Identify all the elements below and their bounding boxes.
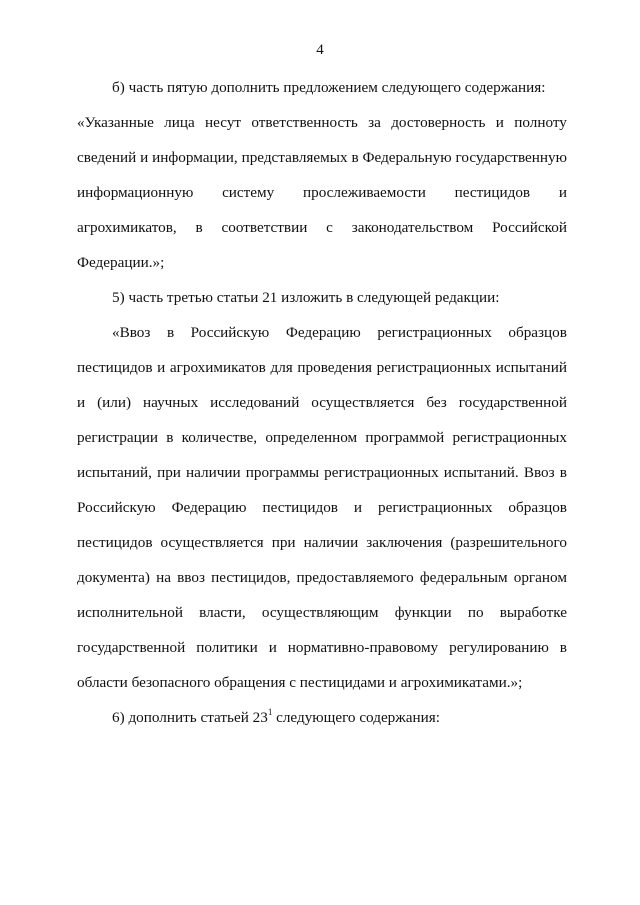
word: и — [558, 184, 567, 201]
text-line — [77, 428, 567, 448]
word: Российской — [492, 219, 567, 236]
word: функции — [394, 604, 452, 621]
page-number: 4 — [316, 42, 324, 58]
word: выработке — [499, 604, 567, 621]
text-line — [112, 323, 567, 343]
word: исследований — [210, 394, 300, 411]
text-line: области безопасного обращения с пестицидами и агрохимикатами.»; — [77, 674, 523, 691]
word: Федерацию — [171, 499, 247, 516]
word: наличии — [303, 534, 359, 551]
text-segment: 6) дополнить статьей 23 — [112, 709, 268, 726]
word: полноту — [514, 114, 567, 131]
word: заключения — [366, 534, 443, 551]
word: ответственность — [251, 114, 358, 131]
word: пестицидов — [454, 184, 531, 201]
word: научных — [142, 394, 199, 411]
word: осуществляющим — [261, 604, 379, 621]
word: (разрешительного — [450, 534, 567, 551]
word: определенном — [265, 429, 358, 446]
word: государственную — [455, 149, 567, 166]
word: Федерацию — [285, 324, 361, 341]
word: за — [368, 114, 381, 131]
word: осуществляется — [311, 394, 415, 411]
text-line — [112, 708, 567, 728]
word: на — [156, 569, 171, 586]
word: осуществляется — [160, 534, 264, 551]
word: испытаний — [495, 359, 567, 376]
text-line: б) часть пятую дополнить предложением следующего содержания: — [112, 79, 546, 96]
superscript: 1 — [267, 707, 273, 717]
word: Российскую — [190, 324, 270, 341]
word: сведений — [77, 149, 137, 166]
word: нормативно-правовому — [287, 639, 439, 656]
word: достоверность — [391, 114, 486, 131]
text-line — [77, 393, 567, 413]
word: несут — [205, 114, 242, 131]
word: регистрационных — [376, 359, 492, 376]
word: регистрационных — [377, 499, 493, 516]
text-segment: следующего содержания: — [272, 709, 440, 726]
word: представляемых — [241, 149, 348, 166]
word: программы — [245, 464, 320, 481]
word: агрохимикатов — [169, 359, 266, 376]
text-line — [77, 148, 567, 168]
text-line — [77, 183, 567, 203]
text-line: Федерации.»; — [77, 254, 165, 271]
text-line — [77, 638, 567, 658]
word: пестицидов, — [211, 569, 291, 586]
word: информационную — [77, 184, 194, 201]
text-line — [77, 358, 567, 378]
word: законодательством — [351, 219, 474, 236]
word: для — [270, 359, 293, 376]
word: испытаний, — [77, 464, 152, 481]
text-line — [77, 463, 567, 483]
text-line — [77, 498, 567, 518]
word: в — [559, 639, 567, 656]
text-line — [77, 113, 567, 133]
word: в — [166, 429, 174, 446]
word: Федеральную — [362, 149, 452, 166]
word: без — [426, 394, 447, 411]
word: количестве, — [181, 429, 258, 446]
word: «Указанные — [77, 114, 154, 131]
text-line — [77, 568, 567, 588]
word: регистрационных — [324, 464, 439, 481]
word: органом — [513, 569, 567, 586]
word: прослеживаемости — [302, 184, 426, 201]
word: и — [268, 639, 277, 656]
word: в — [559, 464, 567, 481]
word: государственной — [458, 394, 567, 411]
word: лица — [164, 114, 195, 131]
word: пестицидов — [77, 534, 153, 551]
word: федеральным — [419, 569, 508, 586]
word: пестицидов — [77, 359, 153, 376]
word: регистрационных — [452, 429, 567, 446]
word: по — [467, 604, 484, 621]
word: при — [271, 534, 296, 551]
word: и — [77, 394, 86, 411]
word: ввоз — [177, 569, 205, 586]
word: в — [351, 149, 359, 166]
word: и — [140, 149, 149, 166]
text-line: 5) часть третью статьи 21 изложить в следующей редакции: — [112, 289, 500, 306]
word: испытаний. — [443, 464, 519, 481]
word: пестицидов — [262, 499, 338, 516]
word: и — [495, 114, 504, 131]
word: «Ввоз — [112, 324, 151, 341]
word: образцов — [508, 499, 567, 516]
word: государственной — [77, 639, 186, 656]
text-line — [77, 603, 567, 623]
word: наличии — [186, 464, 241, 481]
text-line — [77, 533, 567, 553]
word: систему — [222, 184, 275, 201]
word: регулированию — [449, 639, 549, 656]
word: регистрационных — [377, 324, 492, 341]
word: и — [157, 359, 166, 376]
word: регистрации — [77, 429, 158, 446]
word: документа) — [77, 569, 150, 586]
word: соответствии — [221, 219, 308, 236]
word: агрохимикатов, — [77, 219, 177, 236]
word: информации, — [152, 149, 238, 166]
word: и — [353, 499, 363, 516]
word: проведения — [297, 359, 373, 376]
word: (или) — [97, 394, 132, 411]
word: политики — [196, 639, 258, 656]
word: власти, — [199, 604, 246, 621]
word: предоставляемого — [296, 569, 414, 586]
word: Ввоз — [523, 464, 555, 481]
word: образцов — [508, 324, 567, 341]
word: с — [326, 219, 333, 236]
text-line — [77, 218, 567, 238]
word: в — [195, 219, 203, 236]
word: исполнительной — [77, 604, 183, 621]
word: программой — [365, 429, 445, 446]
word: Российскую — [77, 499, 156, 516]
word: в — [166, 324, 175, 341]
word: при — [157, 464, 181, 481]
